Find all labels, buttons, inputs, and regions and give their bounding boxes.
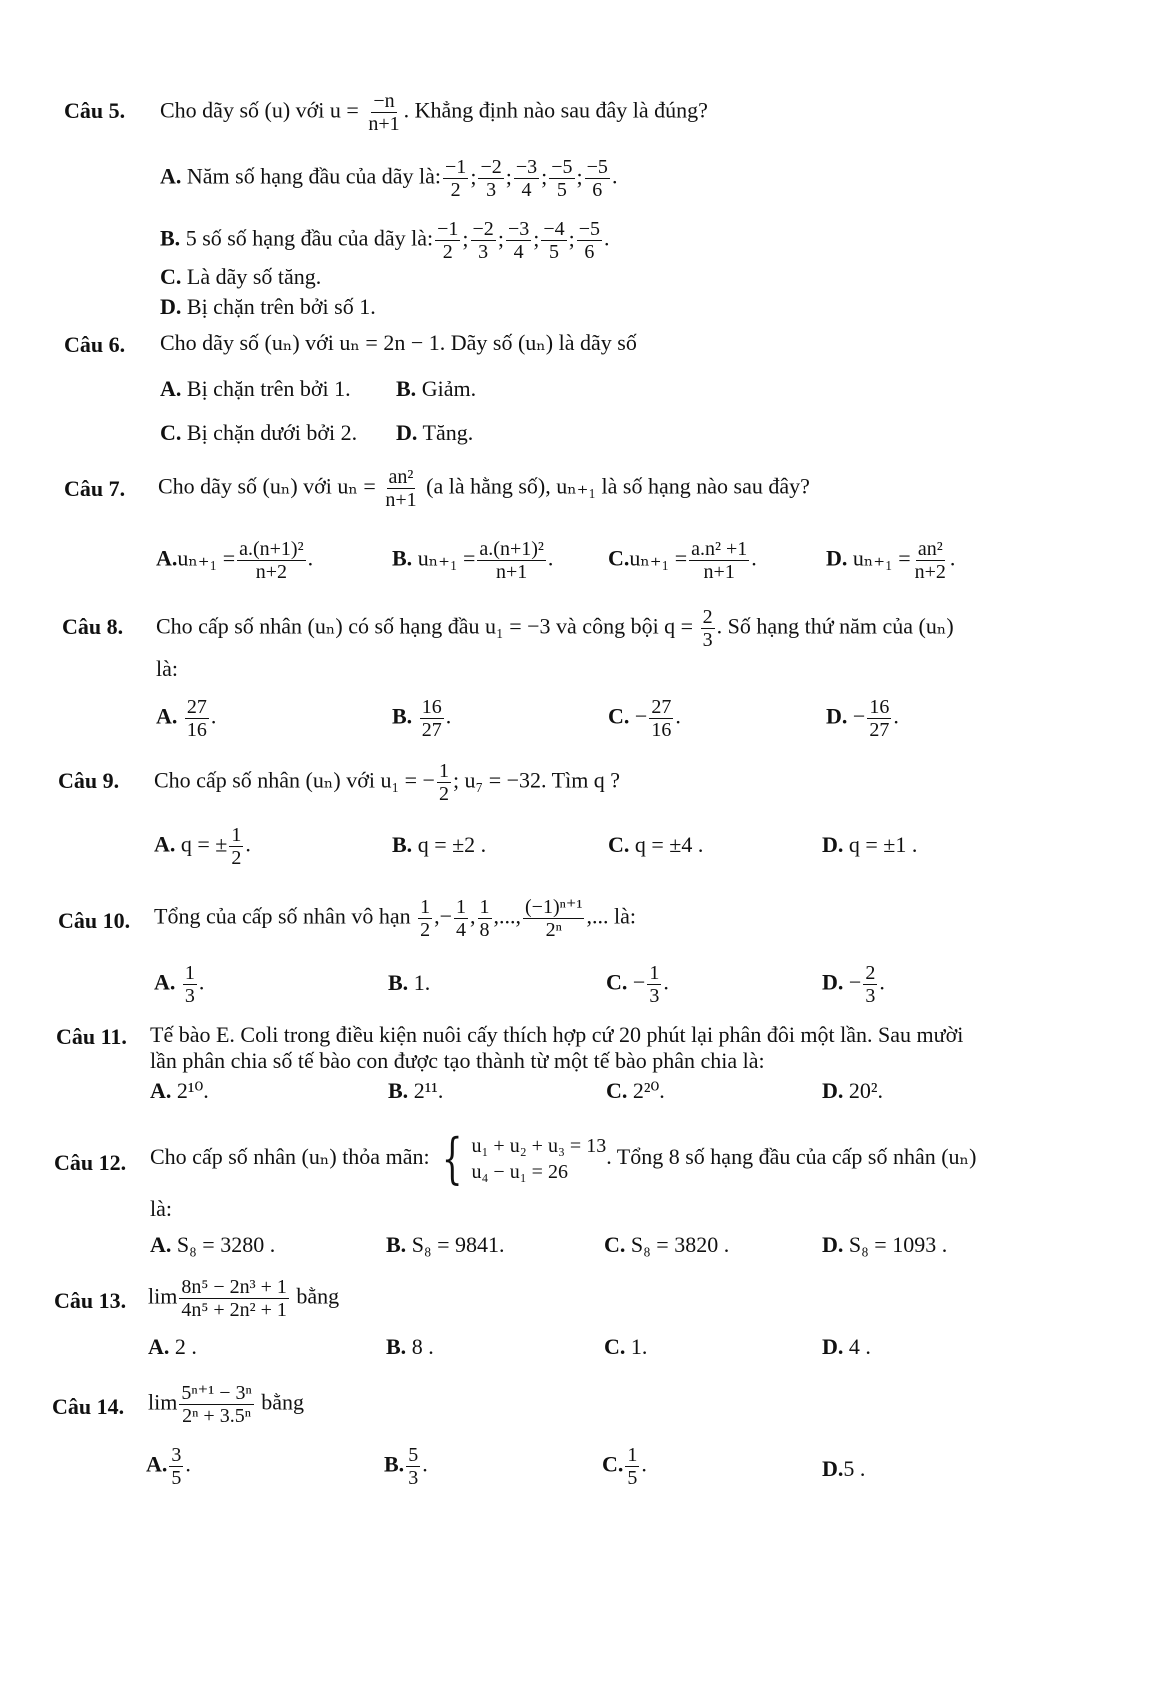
option-b[interactable]: B. 1. [388,970,431,995]
question-number: Câu 6. [64,332,126,357]
fraction: $\frac{-2}{3}$ [480,156,502,201]
question-stem: Cho dãy số (uₙ) với uₙ = 2n − 1. Dãy số (uₙ) là dãy số [160,330,637,355]
question-number: Câu 5. [64,98,126,123]
option-b[interactable]: B. $\frac{16}{27}$ . [392,696,452,741]
option-a[interactable]: A.uₙ₊₁ = $\frac{\text{a.(n+1)²}}{n+2}$ . [156,538,314,583]
option-b[interactable]: B. 8 . [386,1334,434,1359]
fraction: $\frac{-2}{3}$ [472,218,494,263]
option-d[interactable]: D. 20². [822,1078,883,1103]
question-number: Câu 7. [64,476,126,501]
question-stem: Tổng của cấp số nhân vô hạn $\frac{1}{2}$ ,− $\frac{1}{4}$ , $\frac{1}{8}$ ,..., $\frac{\text{(−1)ⁿ⁺¹}}{\text{2ⁿ}}$ ,... là: [154,896,636,941]
option-b[interactable]: B. q = ±2 . [392,832,487,857]
option-d[interactable]: D. − $\frac{2}{3}$ . [822,962,885,1007]
fraction: $\frac{-n}{n+1}$ [368,90,400,135]
option-c[interactable]: C. − $\frac{1}{3}$ . [606,962,669,1007]
option-c[interactable]: C. 2²⁰. [606,1078,665,1103]
question-number: Câu 9. [58,768,120,793]
option-a[interactable]: A. q = ± $\frac{1}{2}$ . [154,824,251,869]
fraction: $\frac{-5}{5}$ [551,156,573,201]
fraction: $\frac{\text{an²}}{n+1}$ [385,466,417,511]
option-a[interactable]: A. $\frac{3}{5}$ . [146,1444,191,1489]
question-number: Câu 11. [56,1024,127,1049]
option-d[interactable]: D.5 . [822,1456,866,1481]
fraction: $\frac{-5}{6}$ [578,218,601,263]
option-b[interactable]: B. S₈ = 9841. [386,1232,505,1257]
option-a[interactable]: A. $\frac{1}{3}$ . [154,962,205,1007]
option-d[interactable]: D. Tăng. [396,420,474,445]
question-stem: Cho dãy số (u) với u = $\frac{-n}{n+1}$ . Khẳng định nào sau đây là đúng? [160,90,708,135]
question-stem: lim $\frac{\text{5ⁿ⁺¹ − 3ⁿ}}{\text{2ⁿ + 3.5ⁿ}}$ bằng [148,1382,305,1427]
fraction: $\frac{-1}{2}$ [437,218,459,263]
fraction-list: $\frac{-1}{2}$ ; $\frac{-2}{3}$ ; $\frac{-3}{4}$ ; $\frac{-5}{5}$ ; $\frac{-5}{6}$ [445,156,608,201]
fraction-list: $\frac{-1}{2}$ ; $\frac{-2}{3}$ ; $\frac{-3}{4}$ ; $\frac{-4}{5}$ ; $\frac{-5}{6}$ [437,218,601,263]
fraction: $\frac{-5}{6}$ [586,156,608,201]
fraction: $\frac{-4}{5}$ [543,218,565,263]
option-d[interactable]: D. 4 . [822,1334,871,1359]
option-c[interactable]: C. $\frac{1}{5}$ . [602,1444,647,1489]
question-stem-continued: lần phân chia số tế bào con được tạo thành từ một tế bào phân chia là: [150,1048,765,1073]
option-b[interactable]: B. $\frac{5}{3}$ . [384,1444,428,1489]
option-c[interactable]: C. S₈ = 3820 . [604,1232,730,1257]
question-number: Câu 10. [58,908,131,933]
fraction: $\frac{-1}{2}$ [445,156,467,201]
fraction: $\frac{-3}{4}$ [507,218,530,263]
question-stem: Cho cấp số nhân (uₙ) với u₁ = − $\frac{1}{2}$ ; u₇ = −32. Tìm q ? [154,760,621,805]
question-stem-continued: là: [150,1196,172,1221]
option-a[interactable]: A. Bị chặn trên bởi 1. [160,376,351,401]
option-d[interactable]: D. Bị chặn trên bởi số 1. [160,294,376,319]
fraction: $\frac{-3}{4}$ [515,156,538,201]
option-c[interactable]: C. − $\frac{27}{16}$ . [608,696,681,741]
option-a[interactable]: A. $\frac{27}{16}$ . [156,696,217,741]
option-c[interactable]: C. 1. [604,1334,648,1359]
option-d[interactable]: D. uₙ₊₁ = $\frac{\text{an²}}{n+2}$ . [826,538,956,583]
question-number: Câu 13. [54,1288,127,1313]
option-a[interactable]: A. 2 . [148,1334,197,1359]
option-c[interactable]: C. q = ±4 . [608,832,704,857]
option-c[interactable]: C.uₙ₊₁ = $\frac{\text{a.n² +1}}{n+1}$ . [608,538,757,583]
question-stem: Tế bào E. Coli trong điều kiện nuôi cấy thích hợp cứ 20 phút lại phân đôi một lần. Sau mười [150,1022,964,1047]
option-a[interactable]: A. 2¹⁰. [150,1078,209,1103]
question-number: Câu 12. [54,1150,127,1175]
option-a[interactable]: A. S₈ = 3280 . [150,1232,276,1257]
question-stem: Cho dãy số (uₙ) với uₙ = $\frac{\text{an²}}{n+1}$ (a là hằng số), uₙ₊₁ là số hạng nào sau đây? [158,466,810,511]
option-d[interactable]: D. S₈ = 1093 . [822,1232,948,1257]
question-number: Câu 8. [62,614,124,639]
option-c[interactable]: C. Là dãy số tăng. [160,264,322,289]
question-stem-continued: là: [156,656,178,681]
option-b[interactable]: B. 2¹¹. [388,1078,444,1103]
question-stem: lim $\frac{\text{8n⁵ − 2n³ + 1}}{\text{4n⁵ + 2n² + 1}}$ bằng [148,1276,340,1321]
option-d[interactable]: D. − $\frac{16}{27}$ . [826,696,899,741]
question-stem: Cho cấp số nhân (uₙ) có số hạng đầu u₁ = −3 và công bội q = $\frac{2}{3}$ . Số hạng thứ năm của (uₙ) [156,606,954,651]
equation-system: { u₁ + u₂ + u₃ = 13 u₄ − u₁ = 26 [441,1127,607,1190]
option-b[interactable]: B. 5 số số hạng đầu của dãy là: $\frac{-1}{2}$ ; $\frac{-2}{3}$ ; $\frac{-3}{4}$ ; $\frac{-4}{5}$ ; $\frac{-5}{6}$ . [160,218,610,263]
option-b[interactable]: B. Giảm. [396,376,477,401]
question-stem: Cho cấp số nhân (uₙ) thỏa mãn: { u₁ + u₂ + u₃ = 13 u₄ − u₁ = 26 . Tổng 8 số hạng đầu của cấp số nhân (uₙ) [150,1127,977,1190]
option-b[interactable]: B. uₙ₊₁ = $\frac{\text{a.(n+1)²}}{n+1}$ . [392,538,554,583]
question-number: Câu 14. [52,1394,125,1419]
option-d[interactable]: D. q = ±1 . [822,832,918,857]
option-c[interactable]: C. Bị chặn dưới bởi 2. [160,420,358,445]
option-a[interactable]: A. Năm số hạng đầu của dãy là: $\frac{-1}{2}$ ; $\frac{-2}{3}$ ; $\frac{-3}{4}$ ; $\frac{-5}{5}$ ; $\frac{-5}{6}$ . [160,156,618,201]
